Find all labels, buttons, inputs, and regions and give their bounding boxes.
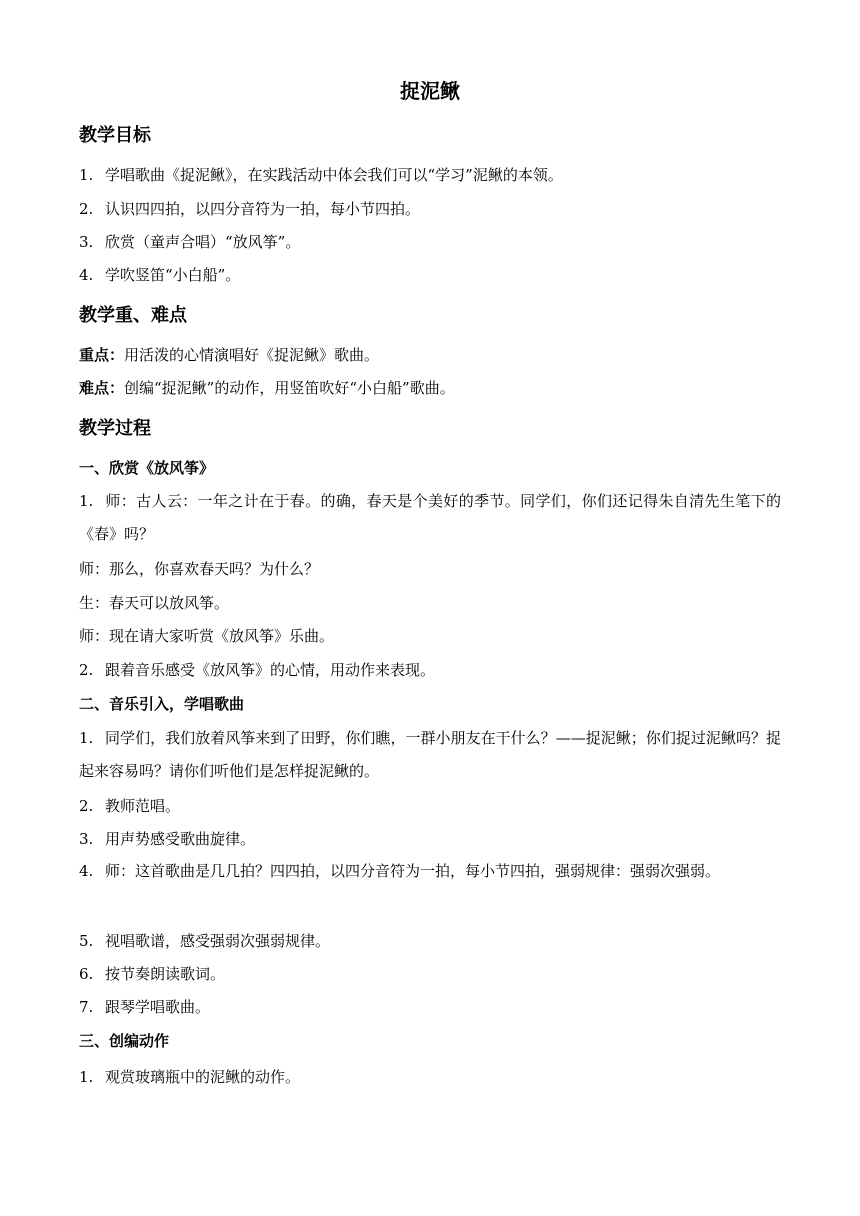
- key-points-heading: 教学重、难点: [79, 305, 187, 326]
- part1-line-2: 生：春天可以放风筝。: [79, 594, 230, 612]
- item-number: 2.: [79, 661, 94, 679]
- item-text: 用声势感受歌曲旋律。: [105, 830, 256, 848]
- part1-paragraph-1: [79, 485, 781, 551]
- objective-item: [79, 199, 420, 219]
- item-number: 1.: [79, 1068, 94, 1086]
- part1-heading: 一、欣赏《放风筝》: [79, 459, 215, 477]
- item-number: 1.: [79, 166, 94, 184]
- part1-line-3: 师：现在请大家听赏《放风筝》乐曲。: [79, 627, 335, 645]
- objective-item: [79, 165, 563, 185]
- item-text: 跟琴学唱歌曲。: [105, 998, 211, 1016]
- part2-heading: 二、音乐引入，学唱歌曲: [79, 695, 245, 713]
- part1-paragraph-2: [79, 660, 435, 680]
- document-title: 捉泥鳅: [400, 79, 460, 103]
- part2-paragraph-3: [79, 829, 255, 849]
- part2-paragraph-4: [79, 855, 781, 888]
- part1-line-1: 师：那么，你喜欢春天吗？为什么？: [79, 560, 320, 578]
- item-number: 4.: [79, 266, 94, 284]
- item-number: 2.: [79, 200, 94, 218]
- item-number: 6.: [79, 965, 94, 983]
- item-text: 师：古人云：一年之计在于春。的确，春天是个美好的季节。同学们，你们还记得朱自清先生笔下的《春》吗？: [79, 492, 781, 543]
- part2-paragraph-1: [79, 722, 781, 788]
- item-number: 3.: [79, 233, 94, 251]
- difficulty-line: [79, 378, 455, 398]
- item-number: 1.: [79, 729, 94, 747]
- item-text: 观赏玻璃瓶中的泥鳅的动作。: [105, 1068, 301, 1086]
- part2-paragraph-7: [79, 997, 210, 1017]
- item-text: 视唱歌谱，感受强弱次强弱规律。: [105, 932, 331, 950]
- focus-label: 重点：: [79, 346, 125, 364]
- item-number: 2.: [79, 797, 94, 815]
- item-text: 认识四四拍，以四分音符为一拍，每小节四拍。: [105, 200, 421, 218]
- item-text: 按节奏朗读歌词。: [105, 965, 226, 983]
- item-text: 学唱歌曲《捉泥鳅》，在实践活动中体会我们可以“学习”泥鳅的本领。: [105, 166, 563, 184]
- item-text: 欣赏（童声合唱）“放风筝”。: [105, 233, 301, 251]
- part3-paragraph-1: [79, 1067, 300, 1087]
- objective-item: [79, 232, 300, 252]
- part2-paragraph-5: [79, 931, 330, 951]
- focus-line: [79, 345, 379, 365]
- item-text: 跟着音乐感受《放风筝》的心情，用动作来表现。: [105, 661, 436, 679]
- part3-heading: 三、创编动作: [79, 1032, 170, 1050]
- difficulty-label: 难点：: [79, 379, 125, 397]
- item-number: 7.: [79, 998, 94, 1016]
- objective-item: [79, 265, 240, 285]
- item-text: 同学们，我们放着风筝来到了田野，你们瞧，一群小朋友在干什么？——捉泥鳅；你们捉过泥鳅吗？捉起来容易吗？请你们听他们是怎样捉泥鳅的。: [79, 729, 781, 780]
- item-text: 学吹竖笛“小白船”。: [105, 266, 241, 284]
- item-number: 4.: [79, 862, 94, 880]
- process-heading: 教学过程: [79, 418, 151, 439]
- item-number: 5.: [79, 932, 94, 950]
- item-text: 教师范唱。: [105, 797, 181, 815]
- item-number: 1.: [79, 492, 94, 510]
- part2-paragraph-6: [79, 964, 225, 984]
- part2-paragraph-2: [79, 796, 180, 816]
- difficulty-text: 创编“捉泥鳅”的动作，用竖笛吹好“小白船”歌曲。: [124, 379, 455, 397]
- item-number: 3.: [79, 830, 94, 848]
- focus-text: 用活泼的心情演唱好《捉泥鳅》歌曲。: [124, 346, 380, 364]
- item-text: 师：这首歌曲是几几拍？四四拍，以四分音符为一拍，每小节四拍，强弱规律：强弱次强弱。: [105, 862, 721, 880]
- objectives-heading: 教学目标: [79, 125, 151, 146]
